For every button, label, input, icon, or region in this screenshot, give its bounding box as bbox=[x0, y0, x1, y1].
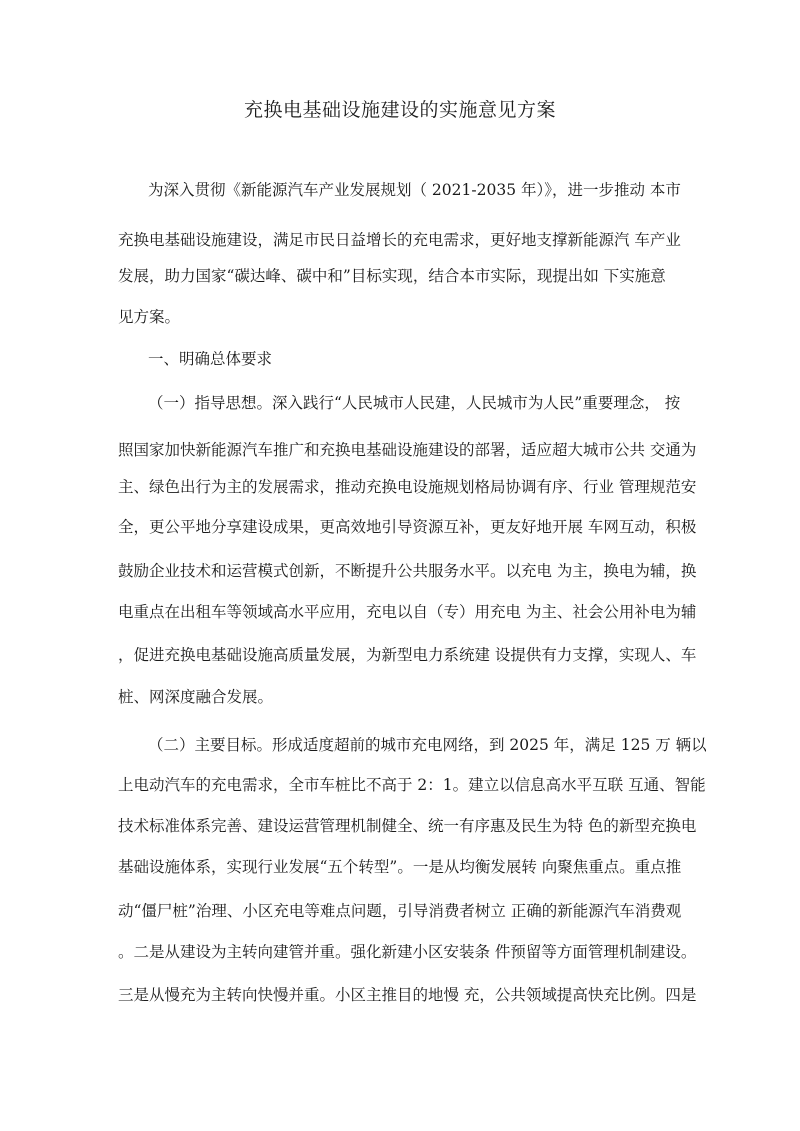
paragraph-line: 鼓励企业技术和运营模式创新，不断提升公共服务水平。以充电 为主，换电为辅，换 bbox=[118, 562, 697, 580]
section-heading: 一、明确总体要求 bbox=[148, 350, 273, 368]
paragraph-line: 主、绿色出行为主的发展需求，推动充换电设施规划格局协调有序、行业 管理规范安 bbox=[118, 478, 697, 496]
paragraph-line: 技术标准体系完善、建设运营管理机制健全、统一有序惠及民生为特 色的新型充换电 bbox=[118, 817, 697, 835]
paragraph-line: 全，更公平地分享建设成果，更高效地引导资源互补，更友好地开展 车网互动，积极 bbox=[118, 518, 697, 536]
paragraph-line: 发展，助力国家“碳达峰、碳中和”目标实现，结合本市实际，现提出如 下实施意 bbox=[118, 267, 666, 285]
paragraph-line: 桩、网深度融合发展。 bbox=[118, 688, 274, 706]
paragraph-line: 为深入贯彻《新能源汽车产业发展规划（ 2021-2035 年）》，进一步推动 本市 bbox=[148, 181, 681, 199]
paragraph-line: （二）主要目标。形成适度超前的城市充电网络，到 2025 年，满足 125 万 辆以 bbox=[148, 736, 707, 754]
paragraph-line: 。二是从建设为主转向建管并重。强化新建小区安装条 件预留等方面管理机制建设。 bbox=[118, 943, 697, 961]
paragraph-line: 上电动汽车的充电需求，全市车桩比不高于 2：1。建立以信息高水平互联 互通、智能 bbox=[118, 776, 706, 794]
paragraph-line: 充换电基础设施建设，满足市民日益增长的充电需求，更好地支撑新能源汽 车产业 bbox=[118, 231, 681, 249]
paragraph-line: （一）指导思想。深入践行“人民城市人民建，人民城市为人民”重要理念， 按 bbox=[148, 394, 681, 412]
document-title: 充换电基础设施建设的实施意见方案 bbox=[243, 99, 556, 121]
paragraph-line: 动“僵尸桩”治理、小区充电等难点问题，引导消费者树立 正确的新能源汽车消费观 bbox=[118, 902, 682, 920]
paragraph-line: 照国家加快新能源汽车推广和充换电基础设施建设的部署，适应超大城市公共 交通为 bbox=[118, 441, 697, 459]
paragraph-line: 见方案。 bbox=[118, 308, 181, 326]
paragraph-line: 基础设施体系，实现行业发展“五个转型”。一是从均衡发展转 向聚焦重点。重点推 bbox=[118, 858, 682, 876]
paragraph-line: 电重点在出租车等领域高水平应用，充电以自（专）用充电 为主、社会公用补电为辅 bbox=[118, 603, 697, 621]
paragraph-line: 三是从慢充为主转向快慢并重。小区主推目的地慢 充，公共领域提高快充比例。四是 bbox=[118, 986, 697, 1004]
paragraph-line: ，促进充换电基础设施高质量发展，为新型电力系统建 设提供有力支撑，实现人、车 bbox=[118, 646, 697, 664]
